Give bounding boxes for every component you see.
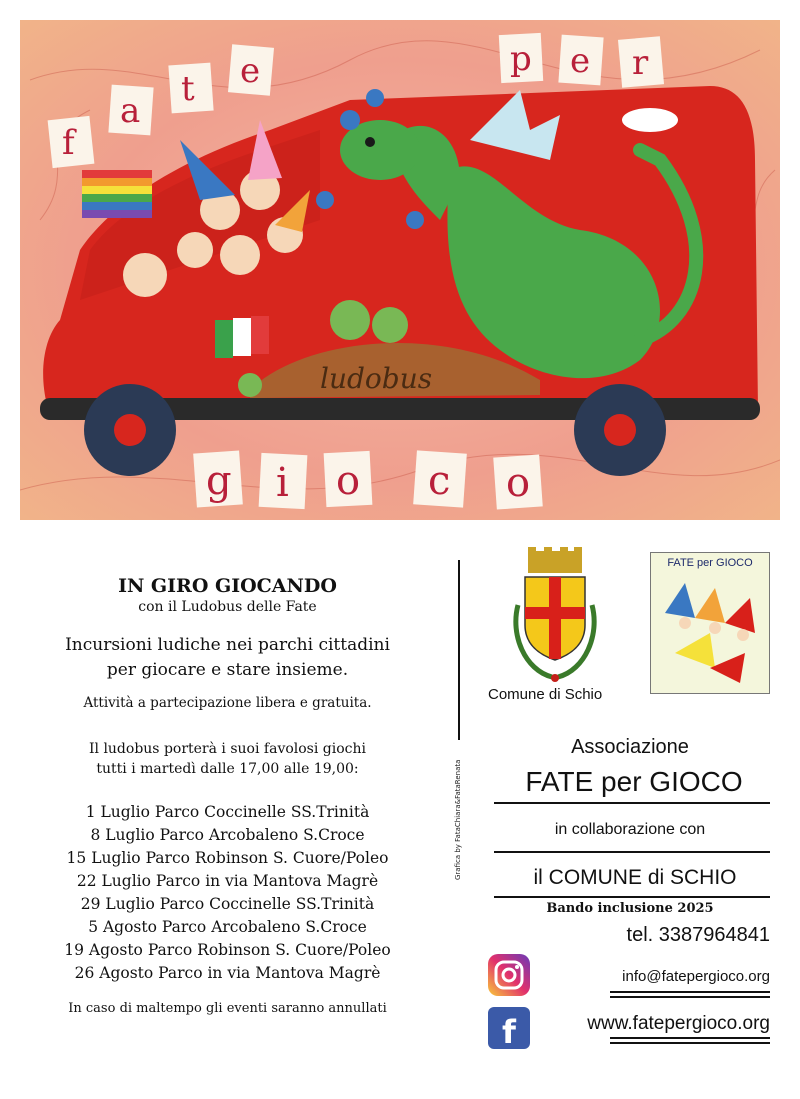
event-title: IN GIRO GIOCANDO	[118, 575, 337, 597]
top-letter: p	[510, 39, 532, 79]
event-lead-line-1: Incursioni ludiche nei parchi cittadini	[65, 635, 390, 655]
rule	[494, 896, 770, 898]
rule	[610, 1042, 770, 1044]
facebook-icon[interactable]	[488, 1007, 530, 1049]
front-hub	[114, 414, 146, 446]
top-letter: e	[570, 41, 591, 81]
email-link[interactable]: info@fatepergioco.org	[622, 968, 770, 985]
schedule-intro	[0, 739, 455, 779]
child-face	[177, 232, 213, 268]
tree	[330, 300, 370, 340]
date-item: 8 Luglio Parco Arcobaleno S.Croce	[90, 826, 365, 844]
date-item: 26 Agosto Parco in via Mantova Magrè	[74, 964, 381, 982]
ball	[340, 110, 360, 130]
svg-text:f: f	[502, 1013, 516, 1049]
collaboration-label: in collaborazione con	[554, 821, 706, 838]
cover-illustration	[20, 20, 780, 520]
child-face	[220, 235, 260, 275]
comune-name: il COMUNE di SCHIO	[533, 866, 737, 889]
graphic-credit	[450, 760, 466, 880]
association-name: FATE per GIOCO	[525, 766, 743, 797]
date-item: 5 Agosto Parco Arcobaleno S.Croce	[88, 918, 367, 936]
weather-note: In caso di maltempo gli eventi saranno annullati	[68, 1001, 387, 1016]
ball	[366, 89, 384, 107]
top-letter: r	[632, 43, 649, 83]
free-participation-note: Attività a partecipazione libera e gratuita.	[83, 695, 372, 711]
italian-flag	[215, 316, 269, 358]
rule	[494, 802, 770, 804]
phone-number: tel. 3387964841	[626, 924, 770, 946]
rule	[610, 996, 770, 998]
event-info	[0, 575, 455, 1016]
top-letter: e	[240, 51, 261, 91]
date-list	[0, 801, 455, 985]
schedule-intro-line-2: tutti i martedì dalle 17,00 alle 19,00:	[96, 761, 359, 777]
van-sticker	[622, 108, 678, 132]
tree	[372, 307, 408, 343]
ball	[406, 211, 424, 229]
column-divider	[458, 560, 460, 740]
fairies-logo-icon	[655, 573, 765, 689]
date-item: 19 Agosto Parco Robinson S. Cuore/Poleo	[64, 941, 391, 959]
date-item: 29 Luglio Parco Coccinelle SS.Trinità	[80, 895, 375, 913]
top-letter: t	[181, 69, 195, 109]
rainbow-flag	[82, 170, 152, 218]
rule	[494, 851, 770, 853]
tree	[238, 373, 262, 397]
schedule-intro-line-1: Il ludobus porterà i suoi favolosi giochi	[88, 741, 366, 757]
fate-per-gioco-logo	[650, 552, 770, 694]
association-label: Associazione	[571, 736, 689, 758]
comune-label: Comune di Schio	[488, 686, 603, 703]
logo-title: FATE per GIOCO	[667, 557, 753, 569]
dragon-eye	[365, 137, 375, 147]
ball	[316, 191, 334, 209]
graphic-credit-text: Grafica by FataChiara&FataRenata	[454, 759, 462, 880]
instagram-icon[interactable]	[488, 954, 530, 996]
rear-hub	[604, 414, 636, 446]
bando-label: Bando inclusione 2025	[546, 901, 714, 916]
van-text: ludobus	[320, 362, 433, 395]
date-item: 15 Luglio Parco Robinson S. Cuore/Poleo	[66, 849, 389, 867]
date-item: 1 Luglio Parco Coccinelle SS.Trinità	[85, 803, 370, 821]
schio-coat-of-arms-icon	[500, 545, 610, 685]
date-item: 22 Luglio Parco in via Mantova Magrè	[76, 872, 379, 890]
rule	[610, 991, 770, 993]
top-letter: a	[120, 91, 141, 131]
bottom-letter: o	[506, 460, 531, 506]
bottom-letter: c	[428, 458, 451, 504]
top-letter: f	[62, 123, 75, 163]
website-link[interactable]: www.fatepergioco.org	[587, 1013, 770, 1034]
bottom-letter: g	[206, 458, 232, 504]
bottom-letter: o	[336, 458, 361, 504]
event-lead-line-2: per giocare e stare insieme.	[106, 660, 349, 680]
child-face	[123, 253, 167, 297]
bottom-letter: i	[276, 460, 289, 506]
event-subtitle: con il Ludobus delle Fate	[138, 599, 317, 615]
rule	[610, 1037, 770, 1039]
